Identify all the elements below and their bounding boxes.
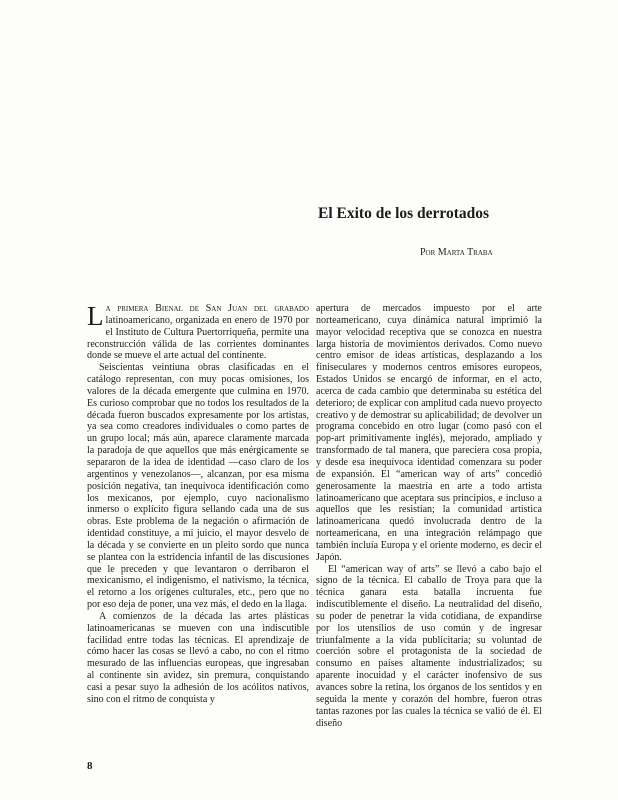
- drop-cap: L: [87, 301, 104, 331]
- paragraph: Seiscientas veintiuna obras clasificadas en el catálogo representan, con muy pocas omisiones, los valores de la década emergente que culmina en 1970. Es curioso comprobar que no todos los resultados de la década fueron buscados expresamente por los artistas, ya sea como creadores individuales o como partes de un grupo local; más aún, aparece claramente marcada la paradoja de que aquellos que más enérgicamente se separaron de la idea de identidad —caso claro de los argentinos y venezolanos—, alcanzan, por esa misma posición negativa, tan inequívoca identificación como los mexicanos, por ejemplo, cuyo nacionalismo inmerso o explícito figura sellando cada una de sus obras. Este problema de la negación o afirmación de identidad constituye, a mi juicio, el mayor desvelo de la década y se convierte en un pleito sordo que nunca se plantea con la estridencia infantil de las discusiones que le preceden y que levantaron o derribaron el mexicanismo, el indigenismo, el nativismo, la técnica, el retorno a los orígenes culturales, etc., pero que no por eso deja de poner, una vez más, el dedo en la llaga.: [87, 362, 309, 611]
- page-number: 8: [87, 760, 93, 772]
- paragraph: El “american way of arts” se llevó a cabo bajo el signo de la técnica. El caballo de Troya para que la técnica ganara esta batalla incruenta fue indiscutiblemente el diseño. La neutralidad del diseño, su poder de penetrar la vida cotidiana, de expandirse por los utensilios de uso común y de ingresar triunfalmente a la vida publicitaria; su voluntad de coerción sobre el protagonista de la sociedad de consumo en países altamente industrializados; su aparente inocuidad y el carácter inofensivo de sus avances sobre la retina, los órganos de los sentidos y en seguida la mente y corazón del hombre, fueron otras tantas razones por las cuales la técnica se valió de él. El diseño: [316, 563, 542, 729]
- paragraph: apertura de mercados impuesto por el arte norteamericano, cuya dinámica natural imprimió la mayor velocidad receptiva que se conozca en nuestra larga historia de movimientos derivados. Como nuevo centro emisor de ideas artísticas, desplazando a los finiseculares y modernos centros emisores europeos, Estados Unidos se encargó de informar, en el acto, acerca de cada cambio que determinaba su estética del deterioro; de explicar con amplitud cada nuevo proyecto creativo y de demostrar su aplicabilidad; de devolver un programa concebido en otro lugar (como pasó con el pop-art primitivamente inglés), mejorado, ampliado y transformado de tal manera, que pareciera cosa propia, y desde esa inequívoca identidad comenzara su poder de expansión. El “american way of arts” concedió generosamente la maestría en arte a todo artista latinoamericano que aceptara sus principios, e incluso a aquellos que les resistían; la comunidad artística latinoamericana quedó involucrada dentro de la norteamericana, en una integración relámpago que también incluía Europa y el oriente moderno, es decir el Japón.: [316, 303, 542, 563]
- article-byline: Por Marta Traba: [420, 247, 493, 258]
- right-column: [316, 303, 542, 729]
- lead-in: a primera Bienal de San Juan del grabado: [105, 303, 309, 314]
- article-title: El Exito de los derrotados: [318, 205, 490, 222]
- paragraph-text: latinoamericano, organizada en enero de 1970 por el Instituto de Cultura Puertorriqueña, permite una reconstrucción válida de las corrientes dominantes donde se mueve el arte actual del continente.: [87, 314, 309, 362]
- paragraph: [87, 303, 309, 362]
- left-column: [87, 303, 309, 706]
- paragraph: A comienzos de la década las artes plásticas latinoamericanas se mueven con una indiscutible facilidad entre todas las técnicas. El aprendizaje de cómo hacer las cosas se llevó a cabo, no con el ritmo mesurado de las influencias europeas, que ingresaban al continente sin avidez, sin premura, conquistando casi a pesar suyo la adhesión de los acólitos nativos, sino con el ritmo de conquista y: [87, 610, 309, 705]
